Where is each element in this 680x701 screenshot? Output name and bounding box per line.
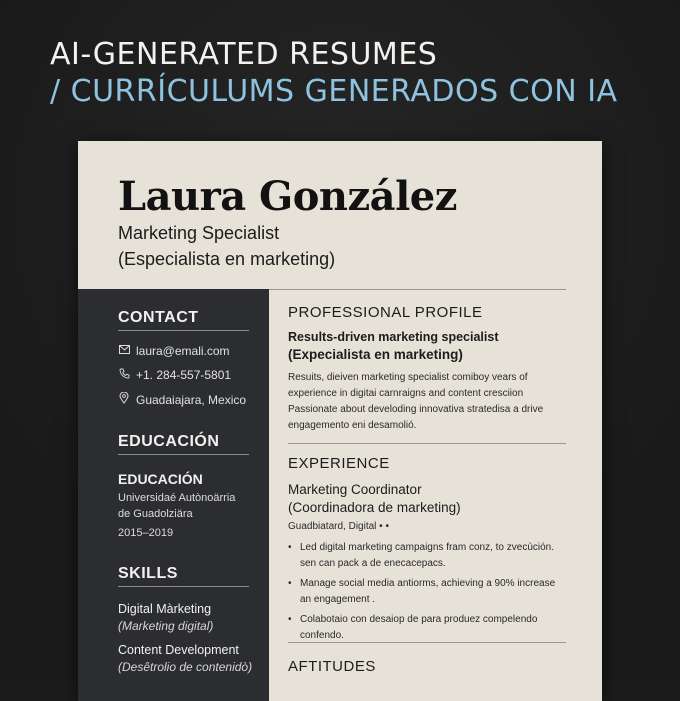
- headline-spanish: / CURRÍCULUMS GENERADOS CON IA: [50, 74, 618, 109]
- headline-english: AI-GENERATED RESUMES: [50, 37, 438, 72]
- bullet-line: an engagement .: [300, 594, 376, 605]
- contact-location: [118, 392, 246, 407]
- headline: [50, 38, 618, 112]
- header-divider: [269, 289, 566, 290]
- skill-note: (Desêtrolio de contenidò): [118, 660, 253, 674]
- bullet-line: sen can pack a de enecacepacs.: [300, 558, 446, 569]
- contact-email: [118, 344, 230, 358]
- location-pin-icon: [118, 392, 130, 407]
- profile-line: engagemento eni desamolió.: [288, 420, 417, 431]
- profile-line: experience in digitai carnraigns and content cresciion: [288, 388, 524, 399]
- contact-heading: CONTACT: [118, 309, 199, 326]
- list-item: [288, 540, 578, 572]
- experience-role-spanish: (Coordinadora de marketing): [288, 500, 461, 515]
- aptitudes-heading: AFTITUDES: [288, 658, 376, 675]
- profile-summary-spanish: (Expecialista en marketing): [288, 347, 463, 362]
- skills-divider: [118, 586, 249, 587]
- experience-role: Marketing Coordinator: [288, 482, 422, 497]
- contact-phone: [118, 368, 231, 382]
- education-subheading: EDUCACIÓN: [118, 471, 203, 487]
- skills-heading: SKILLS: [118, 565, 178, 582]
- profile-paragraph: [288, 370, 568, 434]
- bullet-line: • Colabotaio con desaiop de para produez compelendo: [300, 614, 538, 625]
- resume-sidebar: [78, 289, 269, 701]
- resume-name: Laura González: [118, 173, 457, 220]
- profile-divider: [288, 443, 566, 444]
- experience-company: Guadbiatard, Digital • •: [288, 521, 389, 532]
- list-item: [288, 576, 578, 608]
- contact-divider: [118, 330, 249, 331]
- skill-name: Digital Màrketing: [118, 602, 212, 616]
- profile-summary: Results-driven marketing specialist: [288, 330, 499, 344]
- resume-card: [78, 141, 602, 701]
- phone-icon: [118, 368, 130, 382]
- profile-heading: PROFESSIONAL PROFILE: [288, 304, 483, 321]
- education-years: 2015–2019: [118, 527, 174, 539]
- skill-note: (Marketing digital): [118, 619, 214, 633]
- contact-location-text: Guadaiajara, Mexico: [136, 392, 247, 407]
- resume-title: Marketing Specialist: [118, 223, 280, 243]
- list-item: [288, 612, 578, 644]
- skill-name: Content Development: [118, 643, 239, 657]
- education-divider: [118, 454, 249, 455]
- experience-bullets: [288, 540, 578, 648]
- bullet-line: • Led digital marketing campaigns fram conz, to zvecùción.: [300, 542, 555, 553]
- bullet-line: confendo.: [300, 630, 344, 641]
- education-school-line2: de Guadolziära: [118, 508, 193, 520]
- education-school-line1: Universidaé Autònoärria: [118, 492, 236, 504]
- contact-phone-text: +1. 284-557-5801: [136, 368, 232, 382]
- experience-heading: EXPERIENCE: [288, 455, 390, 472]
- experience-divider: [288, 642, 566, 643]
- resume-title-spanish: (Especialista en marketing): [118, 249, 336, 269]
- profile-line: Resuits, dieiven marketing specialist comiboy vears of: [288, 372, 528, 383]
- education-heading: EDUCACIÓN: [118, 433, 220, 450]
- mail-icon: [118, 345, 130, 357]
- contact-email-text: laura@emali.com: [136, 344, 230, 358]
- bullet-line: • Manage social media antiorms, achieving a 90% increase: [300, 578, 556, 589]
- profile-line: Passionate about develoding innovativa stratedisa a drive: [288, 404, 544, 415]
